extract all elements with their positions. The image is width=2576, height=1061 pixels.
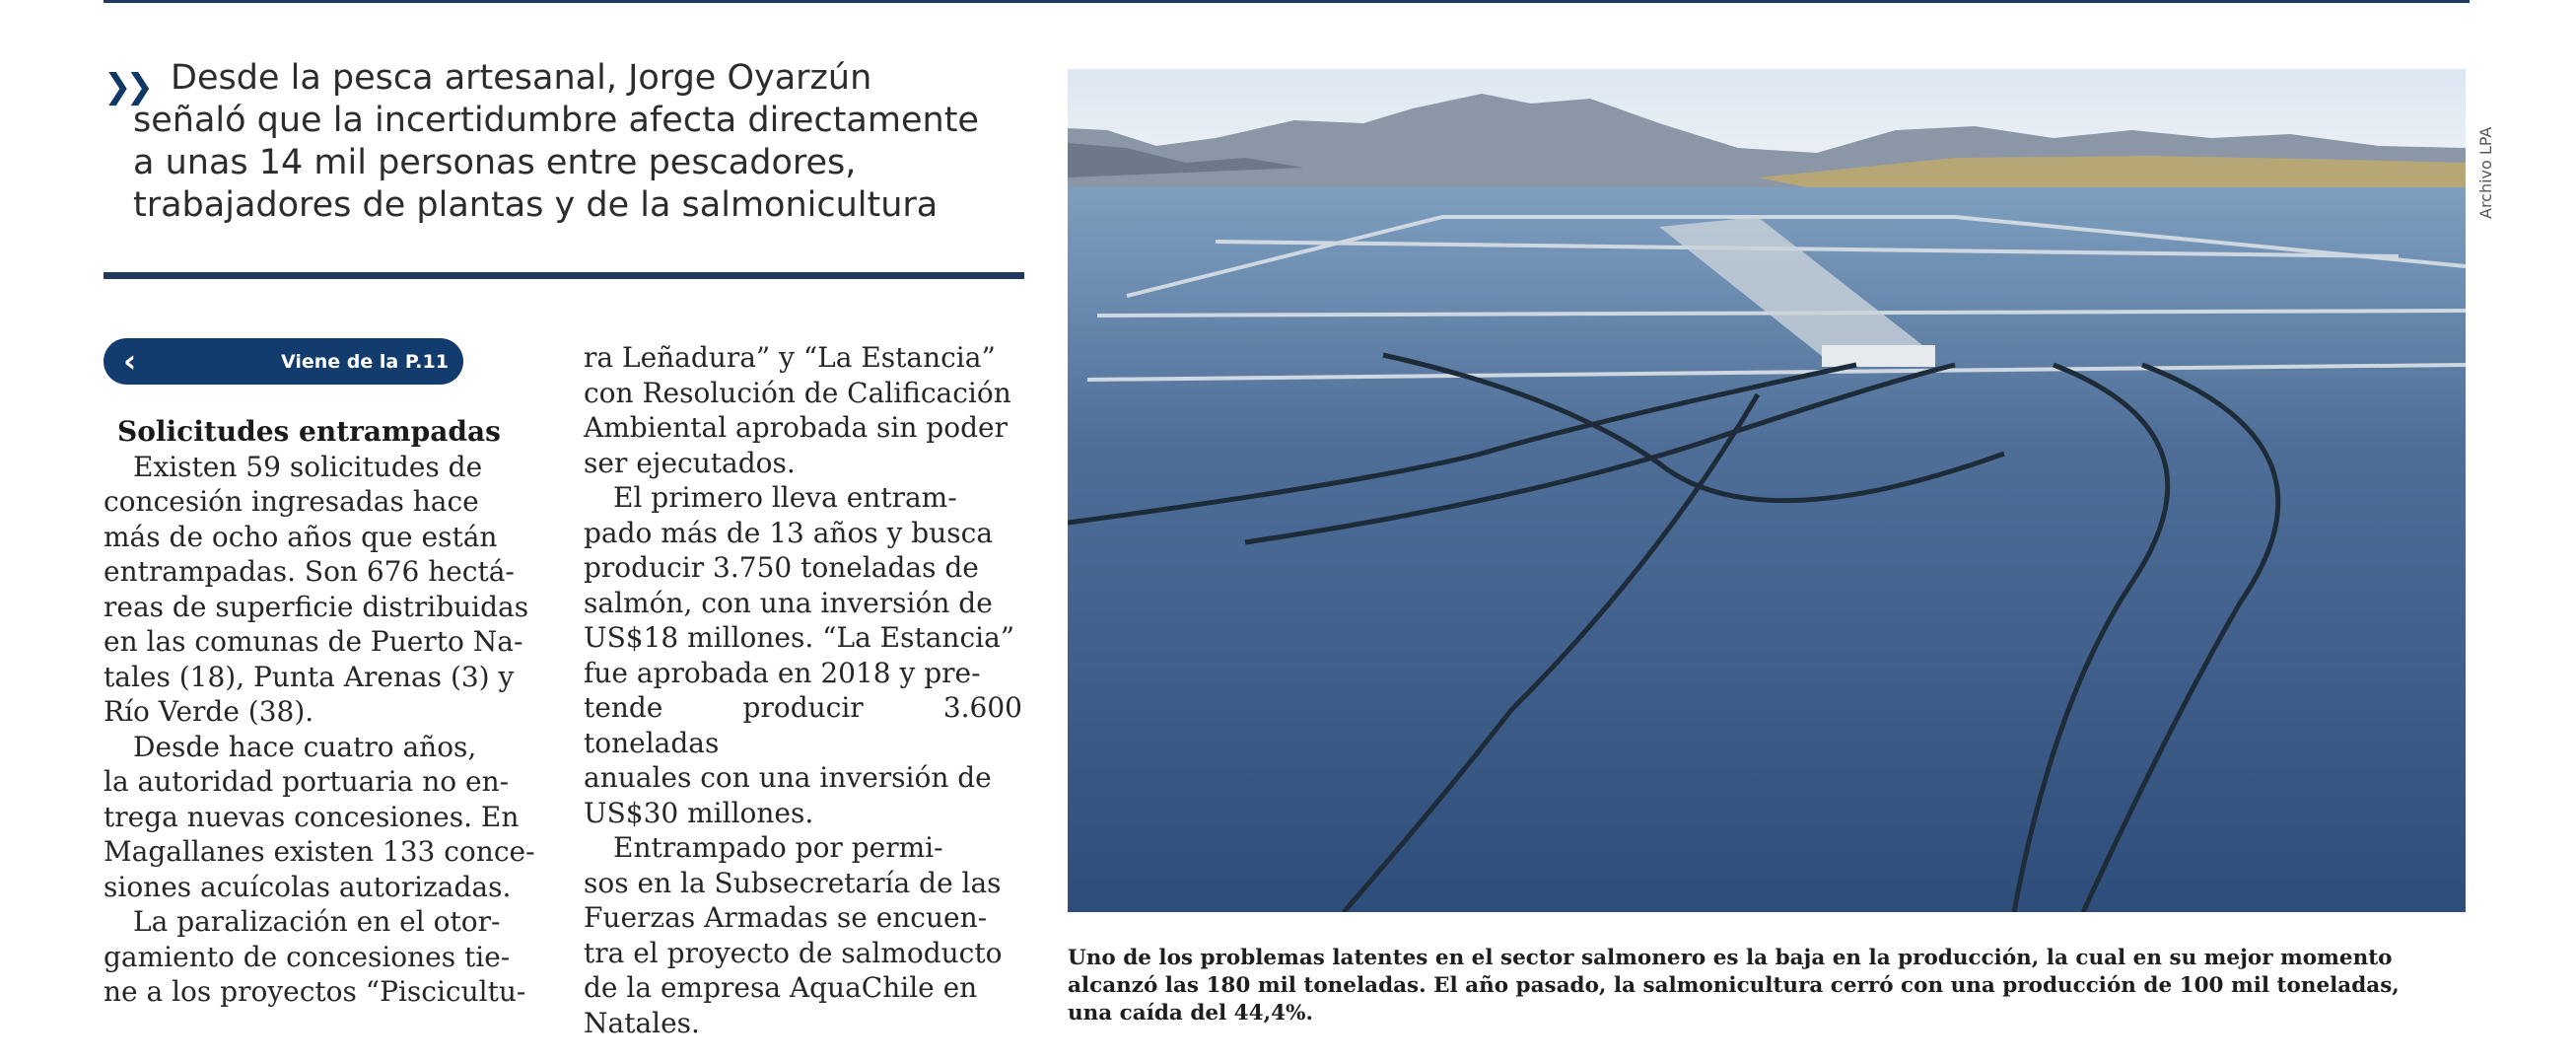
continued-from-tab[interactable]: [104, 338, 463, 385]
salmon-farm-photo: [1068, 69, 2466, 912]
text-line: Existen 59 solicitudes de: [133, 450, 483, 483]
article-column-1: [104, 414, 542, 1010]
text-line: anuales con una inversión de: [584, 761, 992, 794]
text-line: siones acuícolas autorizadas.: [104, 870, 512, 903]
chevron-left-icon: ‹: [123, 342, 137, 380]
text-line: Río Verde (38).: [104, 695, 314, 728]
text-line: la autoridad portuaria no en-: [104, 765, 510, 798]
photo-illustration: [1068, 69, 2466, 912]
article-paragraph: [104, 904, 542, 1010]
caption-line: una caída del 44,4%.: [1068, 1001, 1313, 1026]
text-line: Natales.: [584, 1006, 700, 1039]
quote-line: señaló que la incertidumbre afecta directamente: [133, 101, 979, 140]
article-paragraph: [104, 730, 542, 905]
text-line: reas de superficie distribuidas: [104, 590, 529, 623]
text-line: de la empresa AquaChile en: [584, 971, 978, 1004]
text-line: fue aprobada en 2018 y pre-: [584, 656, 981, 689]
caption-line: alcanzó las 180 mil toneladas. El año pasado, la salmonicultura cerró con una producción de 100 mil toneladas,: [1068, 973, 2400, 998]
top-rule: [104, 0, 2470, 3]
quote-line: a unas 14 mil personas entre pescadores,: [133, 143, 857, 182]
text-line: tende producir 3.600 toneladas: [584, 691, 1022, 759]
article-paragraph: [584, 480, 1022, 830]
article-column-2: [584, 340, 1022, 1040]
text-line: Ambiental aprobada sin poder: [584, 411, 1008, 444]
text-line: ne a los proyectos “Piscicultu-: [104, 975, 526, 1008]
pull-quote-text: [104, 57, 1020, 227]
continued-from-label: Viene de la P.11: [281, 351, 449, 373]
text-line: producir 3.750 toneladas de: [584, 551, 979, 584]
text-line: pado más de 13 años y busca: [584, 516, 994, 549]
text-line: El primero lleva entram-: [613, 481, 957, 514]
article-paragraph: [584, 340, 1022, 480]
text-line: US$30 millones.: [584, 796, 814, 829]
text-line: ser ejecutados.: [584, 446, 796, 479]
text-line: ra Leñadura” y “La Estancia”: [584, 341, 996, 374]
article-paragraph: [584, 830, 1022, 1040]
quote-divider: [104, 272, 1024, 279]
text-line: entrampadas. Son 676 hectá-: [104, 555, 515, 588]
text-line: Desde hace cuatro años,: [133, 730, 477, 763]
text-line: concesión ingresadas hace: [104, 485, 479, 518]
text-line: con Resolución de Calificación: [584, 376, 1011, 409]
text-line: trega nuevas concesiones. En: [104, 800, 520, 833]
article-paragraph: [104, 450, 542, 730]
pontoon: [1822, 345, 1935, 367]
text-line: en las comunas de Puerto Na-: [104, 625, 523, 658]
quote-line: Desde la pesca artesanal, Jorge Oyarzún: [171, 58, 872, 98]
text-line: La paralización en el otor-: [133, 905, 501, 938]
text-line: Fuerzas Armadas se encuen-: [584, 901, 988, 934]
caption-line: Uno de los problemas latentes en el sector salmonero es la baja en la producción, la cual en su mejor momento: [1068, 946, 2393, 970]
photo-caption: [1068, 945, 2468, 1027]
text-line: tra el proyecto de salmoducto: [584, 936, 1003, 969]
text-line: tales (18), Punta Arenas (3) y: [104, 660, 515, 693]
article-subheading: Solicitudes entrampadas: [117, 415, 501, 448]
photo-credit: Archivo LPA: [2476, 126, 2495, 219]
text-line: Entrampado por permi-: [613, 831, 943, 864]
pull-quote: [104, 57, 1020, 227]
text-line: sos en la Subsecretaría de las: [584, 866, 1002, 899]
text-line: US$18 millones. “La Estancia”: [584, 621, 1015, 654]
quote-line: trabajadores de plantas y de la salmonicultura: [133, 185, 939, 225]
text-line: más de ocho años que están: [104, 520, 498, 553]
text-line: gamiento de concesiones tie-: [104, 940, 511, 973]
double-chevron-icon: ❯❯: [104, 67, 148, 106]
text-line: Magallanes existen 133 conce-: [104, 835, 535, 868]
text-line: salmón, con una inversión de: [584, 586, 993, 619]
